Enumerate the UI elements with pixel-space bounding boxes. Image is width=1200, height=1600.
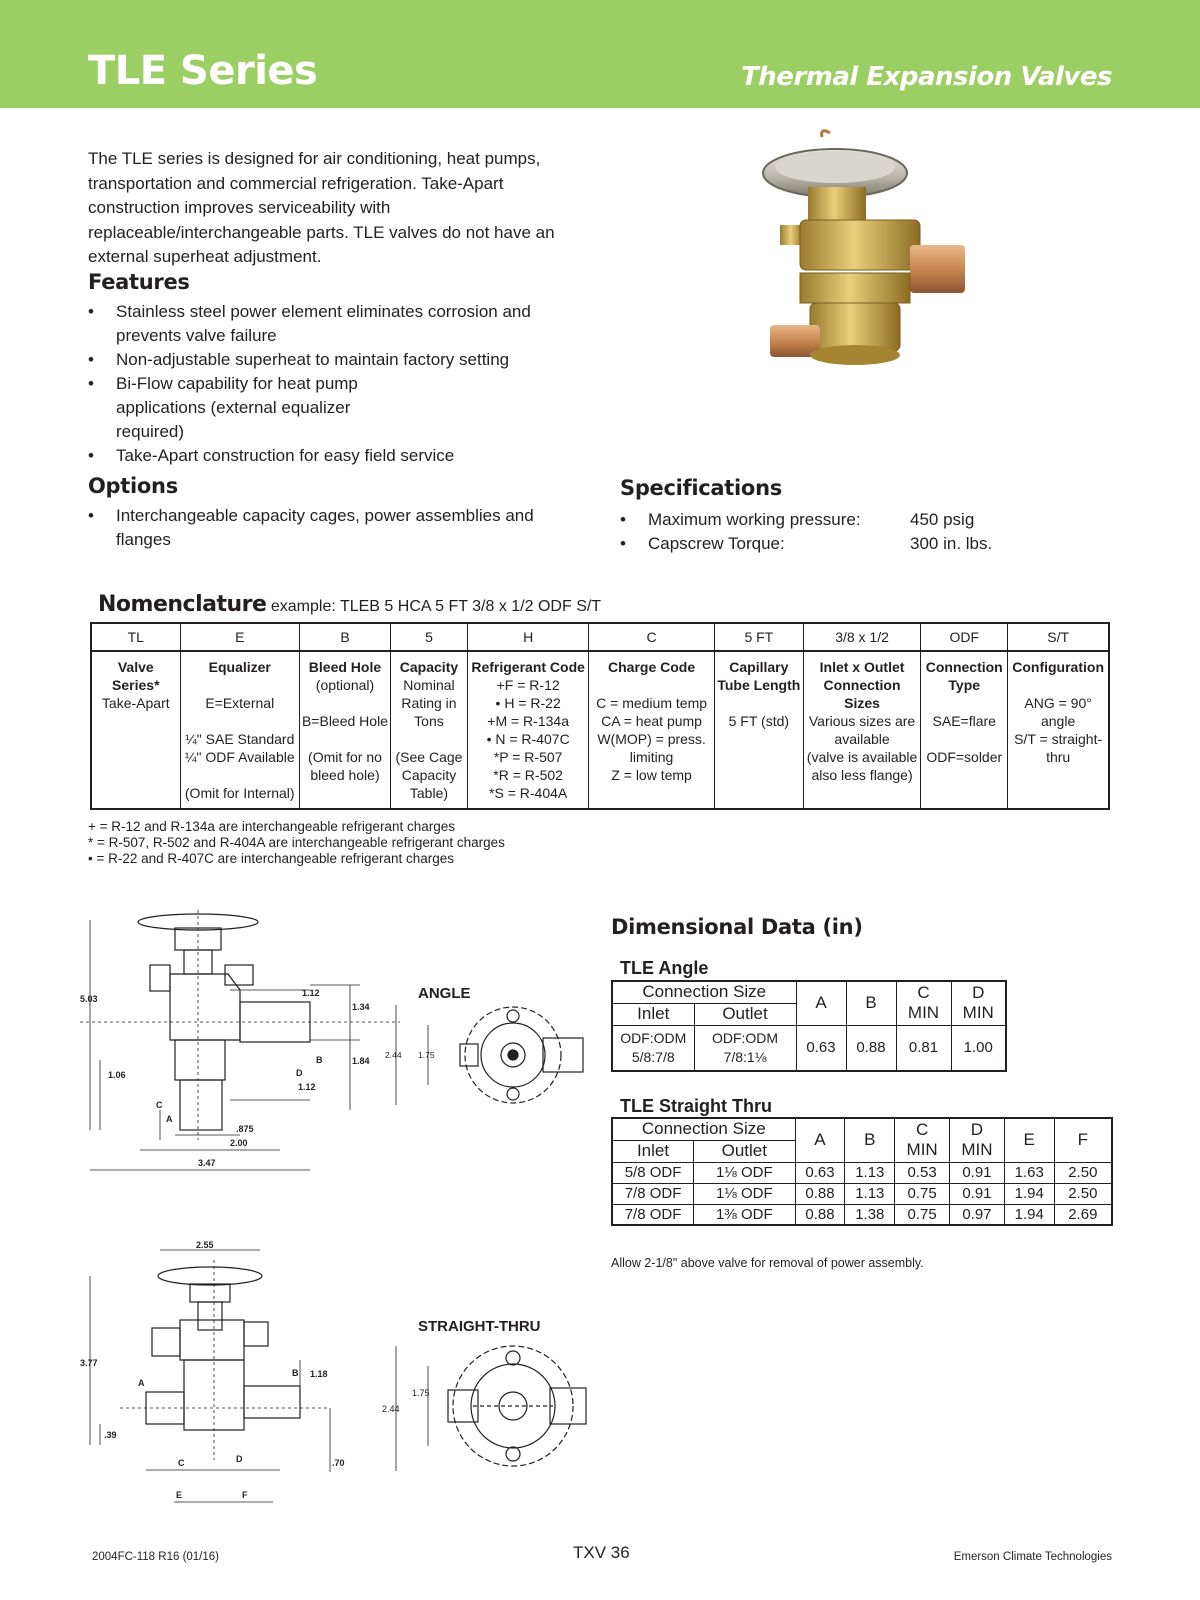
col-body: +F = R-12 • H = R-22 +M = R-134a • N = R-407C *P = R-507 *R = R-502 *S = R-404A <box>486 677 570 801</box>
dim-label: 1.84 <box>352 1056 370 1066</box>
code-cell: C <box>589 623 714 651</box>
value-cell: 0.75 <box>895 1204 950 1225</box>
col-head: Configuration <box>1012 659 1104 675</box>
code-cell: H <box>467 623 588 651</box>
col-min: MIN <box>961 1140 993 1160</box>
dim-label: 1.34 <box>352 1002 370 1012</box>
value-cell: 0.88 <box>846 1025 896 1071</box>
list-item <box>620 508 1040 532</box>
tle-straight-title: TLE Straight Thru <box>620 1096 772 1116</box>
col-head: Charge Code <box>608 659 696 675</box>
col-letter: D <box>970 1120 984 1140</box>
dim-label: D <box>236 1454 243 1464</box>
col-head: Connection Type <box>925 659 1003 693</box>
value-cell: 0.63 <box>795 1162 845 1183</box>
value-cell: 0.53 <box>895 1162 950 1183</box>
outlet-cell: 1⅛ ODF <box>694 1162 796 1183</box>
inlet-cell: 7/8 ODF <box>612 1183 694 1204</box>
desc-cell <box>803 651 920 809</box>
straight-thru-label: STRAIGHT-THRU <box>418 1318 541 1335</box>
code-cell: ODF <box>921 623 1008 651</box>
code-cell: 5 <box>391 623 468 651</box>
col-body: 5 FT (std) <box>728 713 790 729</box>
features-list <box>88 300 548 468</box>
dim-label: 1.12 <box>302 988 320 998</box>
code-cell: TL <box>91 623 180 651</box>
page-title: TLE Series <box>88 48 318 94</box>
col-head: Inlet x Outlet Connection Sizes <box>819 659 905 711</box>
table-row <box>612 1162 1112 1183</box>
dim-label: 3.47 <box>198 1158 216 1168</box>
col-min: MIN <box>907 1003 940 1023</box>
value-cell: 0.75 <box>895 1183 950 1204</box>
desc-cell <box>180 651 299 809</box>
dim-label: 2.55 <box>196 1240 214 1250</box>
list-item: • Non-adjustable superheat to maintain factory setting <box>88 348 548 372</box>
value-cell: 0.88 <box>795 1183 845 1204</box>
col-head: Valve Series* <box>112 659 160 693</box>
tle-straight-table <box>611 1117 1113 1226</box>
spec-label: Maximum working pressure: <box>648 510 861 529</box>
dim-label: 5.03 <box>80 994 98 1004</box>
dim-label: 1.12 <box>298 1082 316 1092</box>
col-min: MIN <box>906 1140 938 1160</box>
value-cell: 0.97 <box>950 1204 1005 1225</box>
dimensional-heading: Dimensional Data (in) <box>611 915 863 939</box>
value-cell: 2.50 <box>1054 1162 1112 1183</box>
col-letter: C <box>915 1120 929 1140</box>
col-body: SAE=flare ODF=solder <box>926 713 1003 765</box>
footnote: * = R-507, R-502 and R-404A are interchangeable refrigerant charges <box>88 835 505 850</box>
dim-label: D <box>296 1068 303 1078</box>
value-cell: 1.00 <box>951 1025 1006 1071</box>
outlet-cell: 1⅛ ODF <box>694 1183 796 1204</box>
col-head: Refrigerant Code <box>471 659 585 675</box>
desc-cell <box>589 651 714 809</box>
col-letter: D <box>972 983 985 1003</box>
desc-cell <box>91 651 180 809</box>
valve-product-photo <box>760 125 990 375</box>
desc-cell <box>467 651 588 809</box>
list-item <box>620 532 1040 556</box>
dim-label: 3.77 <box>80 1358 98 1368</box>
dim-label: E <box>176 1490 183 1500</box>
footer-doc-code: 2004FC-118 R16 (01/16) <box>92 1551 219 1563</box>
dim-label: F <box>242 1490 248 1500</box>
col-header: F <box>1054 1118 1112 1162</box>
col-header: A <box>795 1118 845 1162</box>
table-row <box>612 1204 1112 1225</box>
col-head: Equalizer <box>208 659 271 675</box>
nomenclature-title <box>98 592 601 617</box>
dim-label: .39 <box>104 1430 117 1440</box>
nomenclature-footnotes <box>88 819 505 867</box>
col-body: (optional) B=Bleed Hole (Omit for no bleed hole) <box>301 677 388 783</box>
dim-label: A <box>166 1114 173 1124</box>
list-item: • Bi-Flow capability for heat pump applications (external equalizer required) <box>88 372 388 444</box>
col-body: Various sizes are available (valve is available also less flange) <box>806 713 918 783</box>
dim-label: A <box>138 1378 145 1388</box>
dim-label: B <box>292 1368 299 1378</box>
col-header: A <box>796 981 846 1025</box>
value-cell: 1.63 <box>1004 1162 1054 1183</box>
col-min: MIN <box>962 1003 994 1023</box>
allow-note: Allow 2-1/8" above valve for removal of power assembly. <box>611 1256 924 1270</box>
conn-size-header: Connection Size <box>612 981 796 1003</box>
col-body: Take-Apart <box>101 695 170 711</box>
angle-side-drawing <box>80 910 400 1230</box>
desc-cell <box>299 651 390 809</box>
outlet-cell: 1⅜ ODF <box>694 1204 796 1225</box>
footer-page-number: TXV 36 <box>573 1543 630 1562</box>
col-body: C = medium temp CA = heat pump W(MOP) = press. limiting Z = low temp <box>596 695 708 783</box>
header-banner <box>0 0 1200 108</box>
features-heading: Features <box>88 270 190 294</box>
dim-label: .70 <box>332 1458 345 1468</box>
code-cell: B <box>299 623 390 651</box>
list-item: • Take-Apart construction for easy field service <box>88 444 548 468</box>
inlet-cell: 7/8 ODF <box>612 1204 694 1225</box>
dim-label: B <box>316 1055 323 1065</box>
col-header: B <box>846 981 896 1025</box>
value-cell: 2.50 <box>1054 1183 1112 1204</box>
col-body: Nominal Rating in Tons (See Cage Capacity Table) <box>395 677 463 801</box>
code-cell: 5 FT <box>714 623 803 651</box>
col-header: E <box>1004 1118 1054 1162</box>
col-body: ANG = 90° angle S/T = straight- thru <box>1014 695 1103 765</box>
value-cell: 1.13 <box>845 1183 895 1204</box>
nomenclature-heading: Nomenclature <box>98 592 267 617</box>
desc-cell <box>921 651 1008 809</box>
dim-label: 1.06 <box>108 1070 126 1080</box>
list-item: • Stainless steel power element eliminates corrosion and prevents valve failure <box>88 300 548 348</box>
dim-label: 2.44 <box>385 1050 402 1060</box>
intro-paragraph: The TLE series is designed for air conditioning, heat pumps, transportation and commercial refrigeration. Take-Apart construction improves serviceability with replaceable/interchangeable parts. TLE valves do not have an external superheat adjustment. <box>88 149 555 266</box>
specifications-list <box>620 508 1040 556</box>
col-header <box>950 1118 1005 1162</box>
value-cell: 1.38 <box>845 1204 895 1225</box>
footnote: • = R-22 and R-407C are interchangeable refrigerant charges <box>88 851 455 866</box>
dim-label: C <box>156 1100 163 1110</box>
table-row <box>612 1025 1006 1071</box>
outlet-cell: ODF:ODM 7/8:1⅛ <box>694 1025 796 1071</box>
col-letter: C <box>917 983 930 1003</box>
inlet-header: Inlet <box>612 1140 694 1162</box>
page-subtitle: Thermal Expansion Valves <box>741 62 1112 92</box>
code-cell: S/T <box>1008 623 1109 651</box>
list-item: • Interchangeable capacity cages, power assemblies and flanges <box>88 504 548 552</box>
outlet-header: Outlet <box>694 1140 796 1162</box>
code-cell: 3/8 x 1/2 <box>803 623 920 651</box>
value-cell: 1.94 <box>1004 1204 1054 1225</box>
tle-angle-title: TLE Angle <box>620 958 709 978</box>
inlet-cell: ODF:ODM 5/8:7/8 <box>612 1025 694 1071</box>
dim-label: 2.00 <box>230 1138 248 1148</box>
options-list <box>88 504 548 552</box>
value-cell: 1.94 <box>1004 1183 1054 1204</box>
value-cell: 0.63 <box>796 1025 846 1071</box>
dim-label: 2.44 <box>382 1404 400 1414</box>
value-cell: 1.13 <box>845 1162 895 1183</box>
spec-value: 300 in. lbs. <box>910 534 993 553</box>
tle-angle-table <box>611 980 1007 1072</box>
col-head: Capacity <box>399 659 459 675</box>
angle-top-drawing <box>385 1000 598 1110</box>
col-header: B <box>845 1118 895 1162</box>
spec-label: Capscrew Torque: <box>648 534 785 553</box>
dim-label: .875 <box>236 1124 254 1134</box>
dim-label: 1.18 <box>310 1369 328 1379</box>
desc-cell <box>1008 651 1109 809</box>
nomenclature-table <box>90 622 1110 810</box>
col-body: E=External ¼" SAE Standard ¼" ODF Available (Omit for Internal) <box>184 695 295 801</box>
specifications-heading: Specifications <box>620 476 782 500</box>
dim-label: 1.75 <box>418 1050 435 1060</box>
spec-value: 450 psig <box>910 510 975 529</box>
straight-side-drawing <box>80 1240 400 1520</box>
nomenclature-example: example: TLEB 5 HCA 5 FT 3/8 x 1/2 ODF S/T <box>270 598 602 615</box>
inlet-cell: 5/8 ODF <box>612 1162 694 1183</box>
col-header <box>896 981 951 1025</box>
code-cell: E <box>180 623 299 651</box>
value-cell: 0.81 <box>896 1025 951 1071</box>
outlet-header: Outlet <box>694 1003 796 1025</box>
straight-top-drawing <box>382 1336 598 1486</box>
col-header <box>895 1118 950 1162</box>
angle-label: ANGLE <box>418 985 471 1002</box>
footer-company: Emerson Climate Technologies <box>953 1551 1112 1563</box>
desc-cell <box>391 651 468 809</box>
dim-label: C <box>178 1458 185 1468</box>
table-row <box>612 1183 1112 1204</box>
col-head: Bleed Hole <box>308 659 382 675</box>
value-cell: 2.69 <box>1054 1204 1112 1225</box>
inlet-header: Inlet <box>612 1003 694 1025</box>
dim-label: 1.75 <box>412 1388 430 1398</box>
value-cell: 0.91 <box>950 1183 1005 1204</box>
desc-cell <box>714 651 803 809</box>
conn-size-header: Connection Size <box>612 1118 795 1140</box>
options-heading: Options <box>88 474 178 498</box>
value-cell: 0.91 <box>950 1162 1005 1183</box>
footnote: + = R-12 and R-134a are interchangeable refrigerant charges <box>88 819 455 834</box>
col-head: Capillary Tube Length <box>717 659 801 693</box>
col-header <box>951 981 1006 1025</box>
value-cell: 0.88 <box>795 1204 845 1225</box>
